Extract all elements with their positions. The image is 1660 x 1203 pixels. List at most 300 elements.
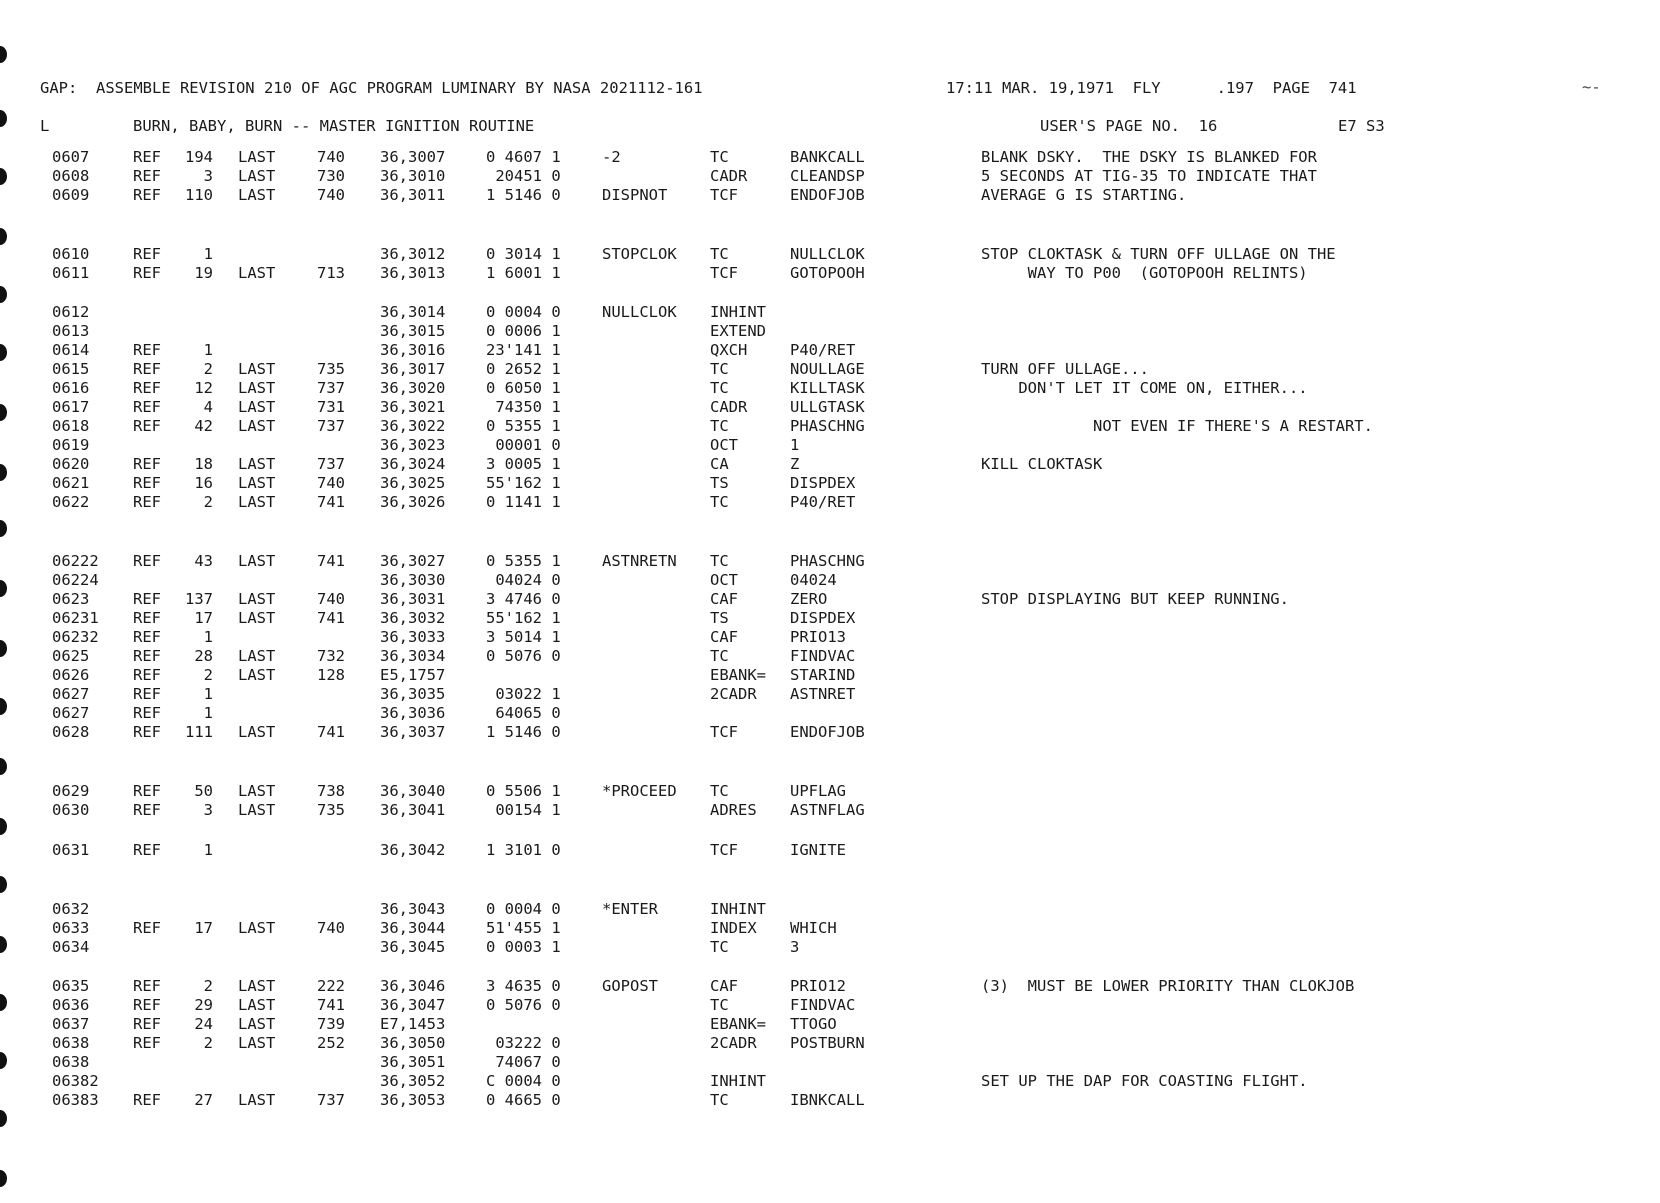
listing-row [0,186,1660,204]
operand: ASTNRET [790,685,856,703]
address: 36,3024 [380,455,446,473]
header-users-page: USER'S PAGE NO. 16 [1040,117,1218,135]
listing-row [0,417,1660,435]
last-page: 740 [317,148,345,166]
operand: FINDVAC [790,996,856,1014]
listing-row [0,628,1660,646]
address: 36,3041 [380,801,446,819]
label: -2 [602,148,621,166]
octal-code: 0 6050 1 [486,379,561,397]
ref-keyword: REF [133,628,161,646]
ref-keyword: REF [133,245,161,263]
octal-code: 3 5014 1 [486,628,561,646]
operand: NOULLAGE [790,360,865,378]
ref-keyword: REF [133,685,161,703]
last-keyword: LAST [238,1034,276,1052]
last-keyword: LAST [238,977,276,995]
ref-count: 12 [194,379,213,397]
octal-code: 0 4665 0 [486,1091,561,1109]
opcode: INHINT [710,1072,766,1090]
seq-number: 0632 [52,900,90,918]
address: 36,3032 [380,609,446,627]
address: 36,3022 [380,417,446,435]
operand: DISPDEX [790,609,856,627]
address: 36,3052 [380,1072,446,1090]
listing-row [0,1015,1660,1033]
listing-row [0,900,1660,918]
ref-keyword: REF [133,186,161,204]
operand: FINDVAC [790,647,856,665]
ref-count: 1 [203,628,213,646]
opcode: TC [710,996,729,1014]
last-page: 741 [317,493,345,511]
feed-hole [0,876,7,893]
label: ASTNRETN [602,552,677,570]
seq-number: 0623 [52,590,90,608]
opcode: ADRES [710,801,757,819]
feed-hole [0,286,7,303]
opcode: TC [710,360,729,378]
seq-number: 06222 [52,552,99,570]
seq-number: 0611 [52,264,90,282]
ref-count: 111 [185,723,213,741]
seq-number: 0620 [52,455,90,473]
listing-row [0,609,1660,627]
comment: KILL CLOKTASK [981,455,1103,473]
ref-keyword: REF [133,609,161,627]
last-keyword: LAST [238,1015,276,1033]
opcode: EXTEND [710,322,766,340]
octal-code: 00154 1 [486,801,561,819]
opcode: CAF [710,590,738,608]
listing-row [0,1091,1660,1109]
comment: WAY TO P00 (GOTOPOOH RELINTS) [981,264,1308,282]
last-page: 740 [317,474,345,492]
opcode: TC [710,782,729,800]
ref-count: 28 [194,647,213,665]
operand: 04024 [790,571,837,589]
octal-code: 51'455 1 [486,919,561,937]
opcode: CADR [710,167,748,185]
listing-row [0,322,1660,340]
address: 36,3015 [380,322,446,340]
ref-count: 17 [194,609,213,627]
operand: BANKCALL [790,148,865,166]
address: 36,3030 [380,571,446,589]
opcode: CADR [710,398,748,416]
octal-code: 0 5506 1 [486,782,561,800]
octal-code: 55'162 1 [486,474,561,492]
address: 36,3014 [380,303,446,321]
comment: STOP DISPLAYING BUT KEEP RUNNING. [981,590,1289,608]
margin-mark: ~- [1582,78,1601,96]
last-keyword: LAST [238,919,276,937]
address: 36,3031 [380,590,446,608]
seq-number: 06232 [52,628,99,646]
seq-number: 0609 [52,186,90,204]
last-page: 735 [317,360,345,378]
opcode: TC [710,493,729,511]
last-page: 735 [317,801,345,819]
label: GOPOST [602,977,658,995]
address: 36,3051 [380,1053,446,1071]
ref-keyword: REF [133,474,161,492]
last-keyword: LAST [238,379,276,397]
seq-number: 0612 [52,303,90,321]
last-keyword: LAST [238,782,276,800]
listing-row [0,398,1660,416]
ref-keyword: REF [133,782,161,800]
ref-keyword: REF [133,398,161,416]
operand: PRIO13 [790,628,846,646]
seq-number: 06231 [52,609,99,627]
last-keyword: LAST [238,474,276,492]
opcode: INHINT [710,900,766,918]
octal-code: 0 5076 0 [486,647,561,665]
last-keyword: LAST [238,264,276,282]
listing-row [0,455,1660,473]
comment: 5 SECONDS AT TIG-35 TO INDICATE THAT [981,167,1317,185]
last-keyword: LAST [238,996,276,1014]
ref-keyword: REF [133,1091,161,1109]
last-page: 730 [317,167,345,185]
seq-number: 0628 [52,723,90,741]
last-keyword: LAST [238,609,276,627]
listing-row [0,360,1660,378]
address: 36,3021 [380,398,446,416]
octal-code: 0 1141 1 [486,493,561,511]
last-page: 740 [317,186,345,204]
ref-keyword: REF [133,704,161,722]
listing-row [0,685,1660,703]
ref-count: 110 [185,186,213,204]
opcode: CAF [710,977,738,995]
opcode: INHINT [710,303,766,321]
seq-number: 0610 [52,245,90,263]
octal-code: 20451 0 [486,167,561,185]
listing-row [0,167,1660,185]
seq-number: 0637 [52,1015,90,1033]
ref-count: 194 [185,148,213,166]
ref-count: 18 [194,455,213,473]
address: 36,3045 [380,938,446,956]
last-keyword: LAST [238,148,276,166]
octal-code: 0 5355 1 [486,417,561,435]
ref-count: 3 [203,167,213,185]
address: 36,3043 [380,900,446,918]
ref-count: 43 [194,552,213,570]
header-listing-type: L [40,117,50,135]
address: 36,3027 [380,552,446,570]
address: 36,3042 [380,841,446,859]
ref-keyword: REF [133,417,161,435]
octal-code: 03222 0 [486,1034,561,1052]
last-keyword: LAST [238,1091,276,1109]
ref-count: 24 [194,1015,213,1033]
octal-code: 1 3101 0 [486,841,561,859]
opcode: TC [710,552,729,570]
last-page: 741 [317,609,345,627]
last-page: 222 [317,977,345,995]
address: 36,3053 [380,1091,446,1109]
seq-number: 0630 [52,801,90,819]
ref-keyword: REF [133,723,161,741]
octal-code: 03022 1 [486,685,561,703]
address: 36,3023 [380,436,446,454]
comment: DON'T LET IT COME ON, EITHER... [981,379,1308,397]
operand: IGNITE [790,841,846,859]
octal-code: 23'141 1 [486,341,561,359]
last-page: 737 [317,379,345,397]
opcode: EBANK= [710,1015,766,1033]
listing-row [0,704,1660,722]
last-keyword: LAST [238,647,276,665]
ref-count: 137 [185,590,213,608]
opcode: INDEX [710,919,757,937]
comment: BLANK DSKY. THE DSKY IS BLANKED FOR [981,148,1317,166]
ref-keyword: REF [133,493,161,511]
last-page: 741 [317,552,345,570]
last-keyword: LAST [238,398,276,416]
seq-number: 0635 [52,977,90,995]
listing-row [0,264,1660,282]
listing-row [0,938,1660,956]
octal-code: 0 5355 1 [486,552,561,570]
operand: P40/RET [790,493,856,511]
last-page: 738 [317,782,345,800]
operand: ENDOFJOB [790,186,865,204]
seq-number: 0636 [52,996,90,1014]
seq-number: 0621 [52,474,90,492]
octal-code: 64065 0 [486,704,561,722]
ref-count: 3 [203,801,213,819]
ref-count: 50 [194,782,213,800]
ref-count: 2 [203,1034,213,1052]
ref-count: 2 [203,977,213,995]
opcode: TC [710,417,729,435]
ref-count: 17 [194,919,213,937]
opcode: CA [710,455,729,473]
label: STOPCLOK [602,245,677,263]
listing-row [0,552,1660,570]
operand: WHICH [790,919,837,937]
ref-keyword: REF [133,647,161,665]
last-page: 737 [317,455,345,473]
operand: ENDOFJOB [790,723,865,741]
seq-number: 0613 [52,322,90,340]
header-routine-title: BURN, BABY, BURN -- MASTER IGNITION ROUTINE [133,117,535,135]
listing-row [0,379,1660,397]
opcode: 2CADR [710,1034,757,1052]
ref-keyword: REF [133,666,161,684]
ref-count: 1 [203,704,213,722]
address: 36,3026 [380,493,446,511]
operand: PRIO12 [790,977,846,995]
listing-row [0,841,1660,859]
seq-number: 0615 [52,360,90,378]
comment: TURN OFF ULLAGE... [981,360,1149,378]
feed-hole [0,818,7,835]
last-page: 737 [317,417,345,435]
ref-keyword: REF [133,977,161,995]
seq-number: 06382 [52,1072,99,1090]
operand: IBNKCALL [790,1091,865,1109]
address: 36,3012 [380,245,446,263]
listing-row [0,647,1660,665]
operand: KILLTASK [790,379,865,397]
seq-number: 0617 [52,398,90,416]
listing-row [0,1072,1660,1090]
octal-code: 0 2652 1 [486,360,561,378]
address: 36,3044 [380,919,446,937]
octal-code: 1 5146 0 [486,723,561,741]
ref-count: 4 [203,398,213,416]
ref-keyword: REF [133,455,161,473]
octal-code: 74350 1 [486,398,561,416]
last-page: 739 [317,1015,345,1033]
operand: P40/RET [790,341,856,359]
seq-number: 0627 [52,685,90,703]
feed-hole [0,110,7,127]
ref-keyword: REF [133,148,161,166]
listing-row [0,919,1660,937]
octal-code: 0 5076 0 [486,996,561,1014]
last-keyword: LAST [238,167,276,185]
feed-hole [0,1110,7,1127]
feed-hole [0,46,7,63]
operand: ASTNFLAG [790,801,865,819]
address: 36,3046 [380,977,446,995]
last-keyword: LAST [238,186,276,204]
address: 36,3033 [380,628,446,646]
ref-keyword: REF [133,1015,161,1033]
last-page: 741 [317,723,345,741]
label: *ENTER [602,900,658,918]
ref-count: 2 [203,360,213,378]
operand: 3 [790,938,800,956]
listing-row [0,666,1660,684]
comment: AVERAGE G IS STARTING. [981,186,1187,204]
opcode: TS [710,609,729,627]
octal-code: 0 0004 0 [486,900,561,918]
last-keyword: LAST [238,417,276,435]
opcode: OCT [710,436,738,454]
seq-number: 06383 [52,1091,99,1109]
ref-count: 16 [194,474,213,492]
opcode: TCF [710,841,738,859]
ref-count: 42 [194,417,213,435]
last-page: 740 [317,919,345,937]
last-keyword: LAST [238,493,276,511]
address: 36,3034 [380,647,446,665]
seq-number: 0633 [52,919,90,937]
feed-hole [0,758,7,775]
opcode: TCF [710,723,738,741]
address: 36,3011 [380,186,446,204]
listing-row [0,1034,1660,1052]
operand: Z [790,455,800,473]
operand: NULLCLOK [790,245,865,263]
address: 36,3010 [380,167,446,185]
header-assembly-title: GAP: ASSEMBLE REVISION 210 OF AGC PROGRAM LUMINARY BY NASA 2021112-161 [40,79,703,97]
ref-count: 1 [203,685,213,703]
ref-keyword: REF [133,919,161,937]
octal-code: C 0004 0 [486,1072,561,1090]
operand: DISPDEX [790,474,856,492]
ref-count: 2 [203,666,213,684]
operand: STARIND [790,666,856,684]
listing-row [0,493,1660,511]
last-page: 128 [317,666,345,684]
last-page: 252 [317,1034,345,1052]
seq-number: 0622 [52,493,90,511]
octal-code: 0 3014 1 [486,245,561,263]
address: 36,3040 [380,782,446,800]
operand: TTOGO [790,1015,837,1033]
listing-row [0,723,1660,741]
listing-row [0,977,1660,995]
listing-row [0,436,1660,454]
operand: CLEANDSP [790,167,865,185]
last-keyword: LAST [238,590,276,608]
label: NULLCLOK [602,303,677,321]
comment: (3) MUST BE LOWER PRIORITY THAN CLOKJOB [981,977,1355,995]
last-keyword: LAST [238,666,276,684]
octal-code: 1 5146 0 [486,186,561,204]
opcode: TC [710,245,729,263]
octal-code: 1 6001 1 [486,264,561,282]
operand: POSTBURN [790,1034,865,1052]
last-keyword: LAST [238,455,276,473]
seq-number: 0634 [52,938,90,956]
octal-code: 0 0003 1 [486,938,561,956]
header-date-page: 17:11 MAR. 19,1971 FLY .197 PAGE 741 [946,79,1357,97]
octal-code: 0 0004 0 [486,303,561,321]
comment: NOT EVEN IF THERE'S A RESTART. [981,417,1373,435]
opcode: TC [710,148,729,166]
ref-count: 19 [194,264,213,282]
octal-code: 0 0006 1 [486,322,561,340]
listing-row [0,1053,1660,1071]
ref-count: 1 [203,841,213,859]
address: 36,3025 [380,474,446,492]
octal-code: 3 4746 0 [486,590,561,608]
address: 36,3020 [380,379,446,397]
listing-row [0,996,1660,1014]
octal-code: 74067 0 [486,1053,561,1071]
octal-code: 3 4635 0 [486,977,561,995]
address: 36,3007 [380,148,446,166]
seq-number: 0618 [52,417,90,435]
listing-row [0,341,1660,359]
listing-row [0,571,1660,589]
ref-keyword: REF [133,341,161,359]
seq-number: 0625 [52,647,90,665]
address: E5,1757 [380,666,446,684]
octal-code: 55'162 1 [486,609,561,627]
ref-keyword: REF [133,552,161,570]
seq-number: 0608 [52,167,90,185]
address: 36,3013 [380,264,446,282]
last-page: 731 [317,398,345,416]
last-page: 737 [317,1091,345,1109]
opcode: TC [710,938,729,956]
ref-keyword: REF [133,841,161,859]
ref-count: 2 [203,493,213,511]
opcode: TCF [710,186,738,204]
operand: 1 [790,436,800,454]
last-page: 741 [317,996,345,1014]
